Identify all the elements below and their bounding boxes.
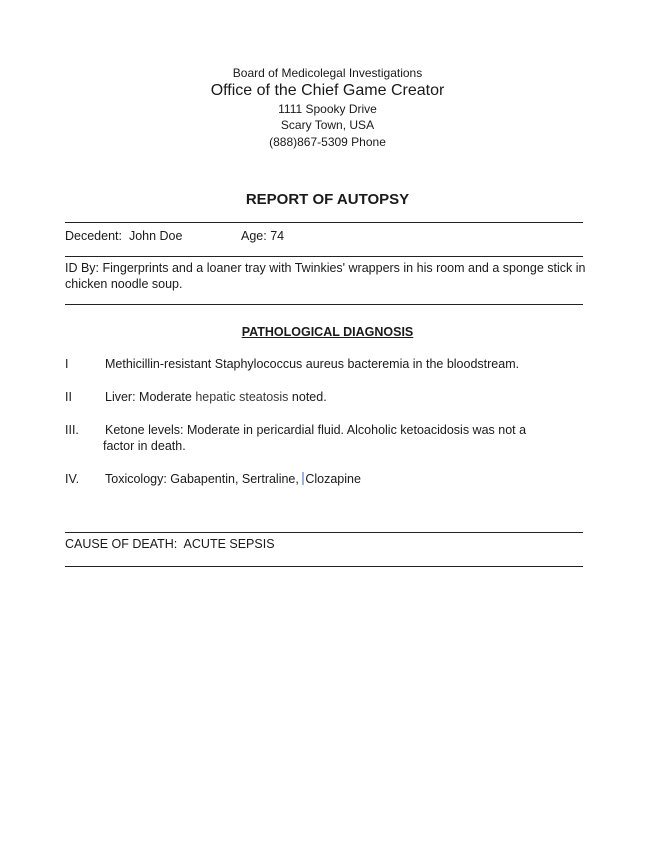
diagnosis-text-3-line-1: Ketone levels: Moderate in pericardial fluid. Alcoholic ketoacidosis was not a bbox=[105, 423, 527, 437]
address-city: Scary Town, USA bbox=[280, 118, 375, 132]
diagnosis-text-2 bbox=[105, 389, 327, 405]
liver-text-before: Liver: Moderate bbox=[105, 390, 196, 404]
decedent-label: Decedent: bbox=[65, 229, 122, 243]
toxicology-text-after: Clozapine bbox=[305, 472, 361, 486]
identification-line-2: chicken noodle soup. bbox=[65, 277, 183, 291]
cause-of-death-label: CAUSE OF DEATH: bbox=[65, 537, 178, 551]
office-name: Office of the Chief Game Creator bbox=[210, 82, 445, 99]
age-field bbox=[241, 228, 284, 244]
diagnosis-numeral-2: II bbox=[65, 390, 72, 404]
decedent-name: John Doe bbox=[128, 229, 183, 243]
office-phone: (888)867-5309 Phone bbox=[269, 135, 386, 149]
diagnosis-numeral-4: IV. bbox=[65, 472, 80, 486]
pathological-diagnosis-heading: PATHOLOGICAL DIAGNOSIS bbox=[241, 325, 414, 339]
hepatic-steatosis-term: hepatic steatosis bbox=[195, 390, 289, 404]
cause-of-death-value: ACUTE SEPSIS bbox=[183, 537, 275, 551]
toxicology-text-before: Toxicology: Gabapentin, Sertraline, bbox=[105, 472, 303, 486]
diagnosis-text-1: Methicillin-resistant Staphylococcus aureus bacteremia in the bloodstream. bbox=[105, 357, 520, 371]
diagnosis-numeral-3: III. bbox=[65, 423, 79, 437]
divider bbox=[65, 566, 583, 567]
divider bbox=[65, 532, 583, 533]
report-title: REPORT OF AUTOPSY bbox=[245, 191, 410, 208]
identification-line-1: ID By: Fingerprints and a loaner tray with Twinkies' wrappers in his room and a sponge stick in bbox=[65, 261, 586, 275]
divider bbox=[65, 222, 583, 223]
age-value: 74 bbox=[270, 229, 285, 243]
cause-of-death bbox=[65, 536, 275, 552]
age-label: Age: bbox=[241, 229, 267, 243]
liver-text-after: noted. bbox=[288, 390, 327, 404]
diagnosis-numeral-1: I bbox=[65, 357, 69, 371]
divider bbox=[65, 304, 583, 305]
diagnosis-text-3-line-2: factor in death. bbox=[103, 439, 186, 453]
address-street: 1111 Spooky Drive bbox=[278, 102, 377, 116]
diagnosis-text-4 bbox=[105, 471, 361, 487]
board-name: Board of Medicolegal Investigations bbox=[232, 66, 423, 80]
decedent-field bbox=[65, 228, 182, 244]
divider bbox=[65, 256, 583, 257]
